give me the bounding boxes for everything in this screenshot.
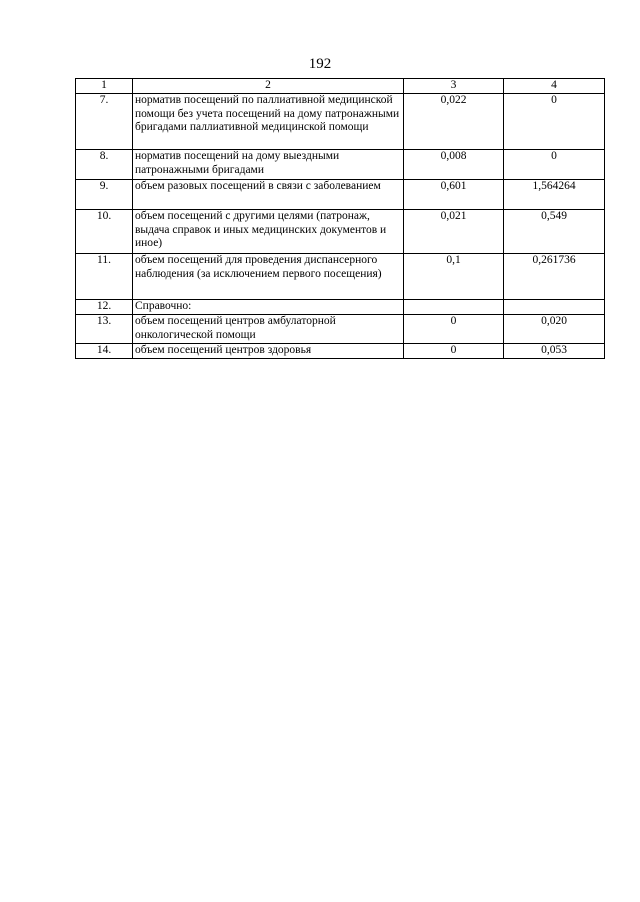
row-description: объем посещений центров здоровья — [133, 344, 404, 359]
data-table — [75, 78, 605, 359]
table-row — [76, 150, 605, 180]
table-row — [76, 300, 605, 315]
row-number: 12. — [76, 300, 133, 315]
row-description: Справочно: — [133, 300, 404, 315]
row-value-col4: 0 — [504, 150, 605, 180]
table-row — [76, 94, 605, 150]
row-value-col3: 0,021 — [404, 210, 504, 254]
row-value-col3: 0,008 — [404, 150, 504, 180]
row-value-col4: 0,020 — [504, 315, 605, 344]
table-row — [76, 254, 605, 300]
row-description: норматив посещений по паллиативной медицинской помощи без учета посещений на дому патронажными бригадами паллиативной медицинской помощи — [133, 94, 404, 150]
row-value-col4: 0,053 — [504, 344, 605, 359]
row-value-col4: 0 — [504, 94, 605, 150]
row-number: 9. — [76, 180, 133, 210]
row-number: 11. — [76, 254, 133, 300]
table-header-cell: 4 — [504, 79, 605, 94]
row-value-col3: 0 — [404, 315, 504, 344]
row-value-col3: 0,022 — [404, 94, 504, 150]
page-number: 192 — [308, 56, 332, 72]
row-value-col3: 0 — [404, 344, 504, 359]
table-row — [76, 180, 605, 210]
row-number: 7. — [76, 94, 133, 150]
table-header-row — [76, 79, 605, 94]
row-value-col4: 1,564264 — [504, 180, 605, 210]
table-row — [76, 315, 605, 344]
row-value-col3: 0,601 — [404, 180, 504, 210]
row-value-col3: 0,1 — [404, 254, 504, 300]
row-number: 14. — [76, 344, 133, 359]
table-header-cell: 1 — [76, 79, 133, 94]
row-value-col4 — [504, 300, 605, 315]
row-description: объем разовых посещений в связи с заболеванием — [133, 180, 404, 210]
row-value-col3 — [404, 300, 504, 315]
row-number: 10. — [76, 210, 133, 254]
row-value-col4: 0,549 — [504, 210, 605, 254]
row-description: норматив посещений на дому выездными патронажными бригадами — [133, 150, 404, 180]
table-row — [76, 210, 605, 254]
row-description: объем посещений центров амбулаторной онкологической помощи — [133, 315, 404, 344]
row-number: 13. — [76, 315, 133, 344]
table-header-cell: 2 — [133, 79, 404, 94]
table-header-cell: 3 — [404, 79, 504, 94]
row-description: объем посещений для проведения диспансерного наблюдения (за исключением первого посещения) — [133, 254, 404, 300]
row-description: объем посещений с другими целями (патронаж, выдача справок и иных медицинских документов и иное) — [133, 210, 404, 254]
row-value-col4: 0,261736 — [504, 254, 605, 300]
row-number: 8. — [76, 150, 133, 180]
table-row — [76, 344, 605, 359]
